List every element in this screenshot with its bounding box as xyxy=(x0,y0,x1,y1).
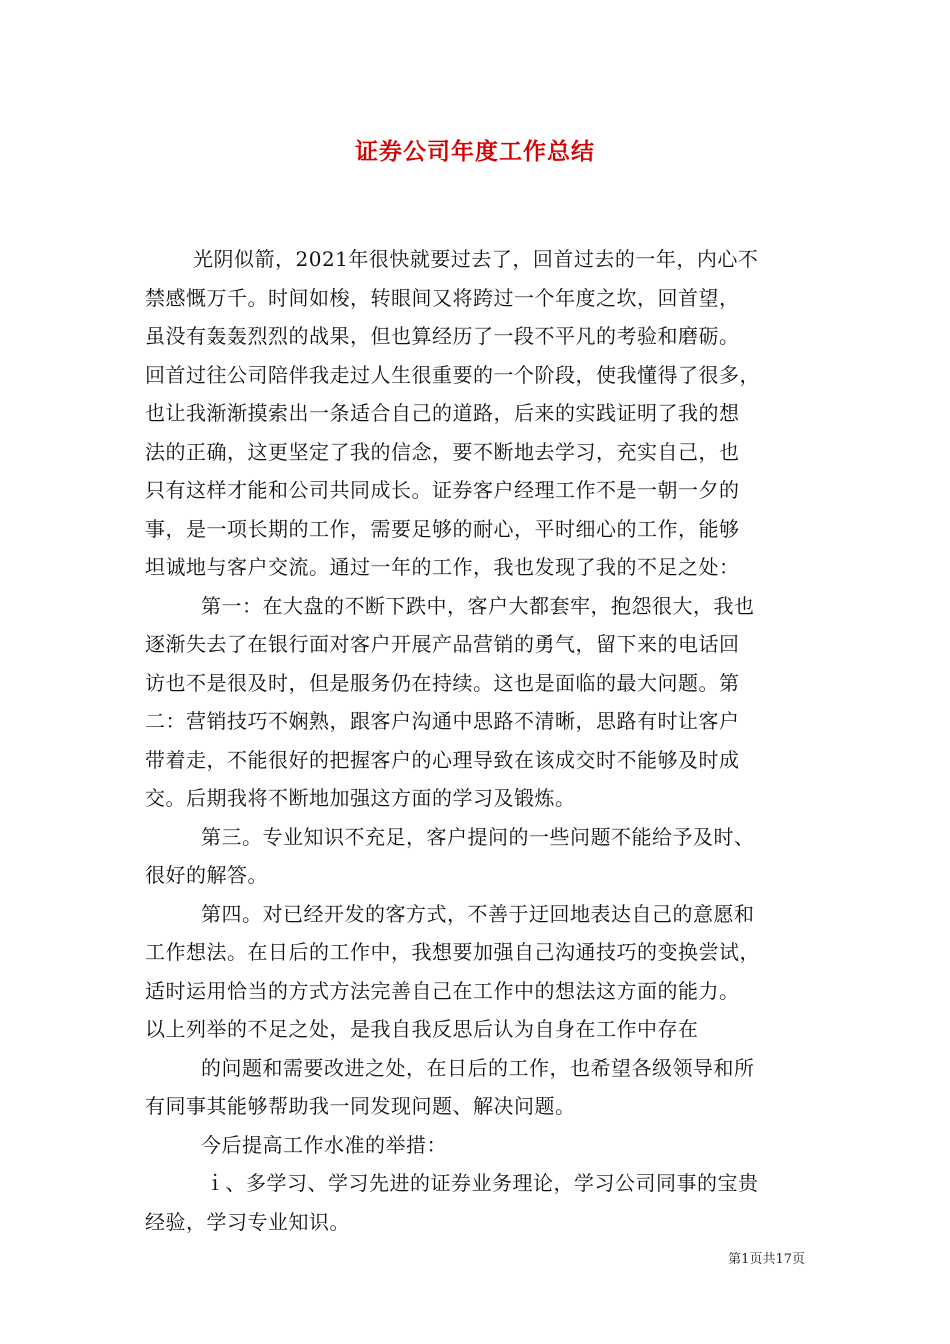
body-line: 只有这样才能和公司共同成长。证券客户经理工作不是一朝一夕的 xyxy=(145,478,740,502)
body-line: 交。后期我将不断地加强这方面的学习及锻炼。 xyxy=(145,786,576,810)
body-line: 二：营销技巧不娴熟，跟客户沟通中思路不清晰，思路有时让客户 xyxy=(145,709,740,733)
body-line: 第四。对已经开发的客方式，不善于迂回地表达自己的意愿和 xyxy=(201,901,755,926)
document-title: 证券公司年度工作总结 xyxy=(355,138,595,165)
body-line: 逐渐失去了在银行面对客户开展产品营销的勇气，留下来的电话回 xyxy=(145,632,740,656)
body-line: 的问题和需要改进之处，在日后的工作，也希望各级领导和所 xyxy=(201,1055,755,1080)
document-body xyxy=(145,240,807,1241)
body-line: 坦诚地与客户交流。通过一年的工作，我也发现了我的不足之处： xyxy=(145,555,740,579)
body-line: 回首过往公司陪伴我走过人生很重要的一个阶段，使我懂得了很多， xyxy=(145,362,760,387)
body-line: 第一：在大盘的不断下跌中，客户大都套牢，抱怨很大，我也 xyxy=(201,593,755,618)
body-line: 也让我渐渐摸索出一条适合自己的道路，后来的实践证明了我的想 xyxy=(145,401,740,425)
body-line: 适时运用恰当的方式方法完善自己在工作中的想法这方面的能力。 xyxy=(145,978,740,1003)
body-line: 以上列举的不足之处，是我自我反思后认为自身在工作中存在 xyxy=(145,1017,699,1041)
body-line: 带着走，不能很好的把握客户的心理导致在该成交时不能够及时成 xyxy=(145,747,740,772)
body-line: 光阴似箭，2021年很快就要过去了，回首过去的一年，内心不 xyxy=(193,247,759,271)
body-line: 经验，学习专业知识。 xyxy=(145,1209,350,1234)
page-number: 第1页共17页 xyxy=(728,1252,805,1267)
body-line: 法的正确，这更坚定了我的信念，要不断地去学习，充实自己，也 xyxy=(145,439,740,464)
body-line: 事，是一项长期的工作，需要足够的耐心，平时细心的工作，能够 xyxy=(145,516,740,541)
body-line: 第三。专业知识不充足，客户提问的一些问题不能给予及时、 xyxy=(201,824,755,849)
body-line: 虽没有轰轰烈烈的战果，但也算经历了一段不平凡的考验和磨砺。 xyxy=(145,324,740,348)
body-line: 访也不是很及时，但是服务仍在持续。这也是面临的最大问题。第 xyxy=(145,670,740,695)
body-line: 禁感慨万千。时间如梭，转眼间又将跨过一个年度之坎，回首望， xyxy=(145,285,740,310)
body-line: ｉ、多学习、学习先进的证券业务理论，学习公司同事的宝贵 xyxy=(205,1171,759,1195)
body-line: 有同事其能够帮助我一同发现问题、解决问题。 xyxy=(145,1094,576,1118)
body-line: 工作想法。在日后的工作中，我想要加强自己沟通技巧的变换尝试， xyxy=(145,940,760,964)
body-line: 今后提高工作水准的举措： xyxy=(201,1132,447,1157)
body-line: 很好的解答。 xyxy=(145,863,268,887)
